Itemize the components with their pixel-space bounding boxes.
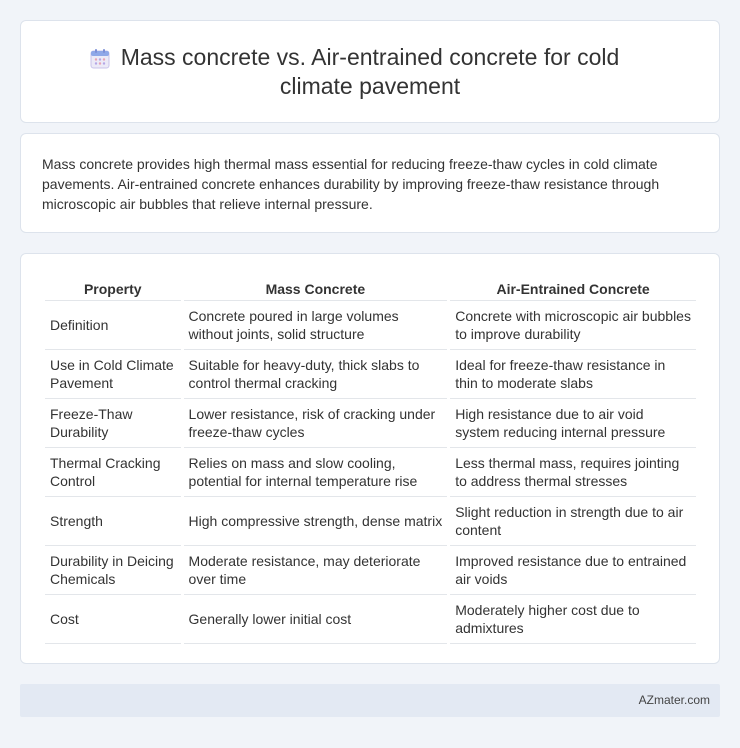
cell-mass-concrete: Suitable for heavy-duty, thick slabs to control thermal cracking (184, 350, 448, 399)
cell-mass-concrete: Lower resistance, risk of cracking under freeze-thaw cycles (184, 399, 448, 448)
cell-property: Thermal Cracking Control (45, 448, 181, 497)
table-row (45, 448, 696, 497)
comparison-card (20, 253, 720, 664)
cell-air-entrained: Less thermal mass, requires jointing to address thermal stresses (450, 448, 696, 497)
footer-brand[interactable]: AZmater.com (638, 693, 710, 707)
cell-air-entrained: High resistance due to air void system reducing internal pressure (450, 399, 696, 448)
cell-mass-concrete: Relies on mass and slow cooling, potential for internal temperature rise (184, 448, 448, 497)
cell-property: Definition (45, 301, 181, 350)
table-row (45, 301, 696, 350)
header-air-entrained: Air-Entrained Concrete (450, 273, 696, 301)
summary-card (20, 133, 720, 233)
cell-property: Use in Cold Climate Pavement (45, 350, 181, 399)
cell-air-entrained: Ideal for freeze-thaw resistance in thin to moderate slabs (450, 350, 696, 399)
cell-air-entrained: Improved resistance due to entrained air voids (450, 546, 696, 595)
cell-property: Durability in Deicing Chemicals (45, 546, 181, 595)
cell-air-entrained: Concrete with microscopic air bubbles to improve durability (450, 301, 696, 350)
table-row (45, 497, 696, 546)
comparison-table (42, 273, 699, 644)
cell-mass-concrete: Generally lower initial cost (184, 595, 448, 644)
cell-mass-concrete: Moderate resistance, may deteriorate over time (184, 546, 448, 595)
summary-text: Mass concrete provides high thermal mass essential for reducing freeze-thaw cycles in cold climate pavements. Air-entrained concrete enhances durability by improving freeze-thaw resistance through microscopic air bubbles that relieve internal pressure. (42, 156, 660, 212)
table-row (45, 399, 696, 448)
table-row (45, 350, 696, 399)
cell-air-entrained: Slight reduction in strength due to air content (450, 497, 696, 546)
cell-mass-concrete: High compressive strength, dense matrix (184, 497, 448, 546)
cell-property: Freeze-Thaw Durability (45, 399, 181, 448)
header-property: Property (45, 273, 181, 301)
cell-property: Strength (45, 497, 181, 546)
cell-mass-concrete: Concrete poured in large volumes without joints, solid structure (184, 301, 448, 350)
cell-air-entrained: Moderately higher cost due to admixtures (450, 595, 696, 644)
cell-property: Cost (45, 595, 181, 644)
table-row (45, 546, 696, 595)
page-title: Mass concrete vs. Air-entrained concrete for cold climate pavement (120, 44, 620, 99)
table-header-row (45, 273, 696, 301)
footer-bar (20, 684, 720, 717)
header-mass-concrete: Mass Concrete (184, 273, 448, 301)
table-row (45, 595, 696, 644)
title-card (20, 20, 720, 123)
